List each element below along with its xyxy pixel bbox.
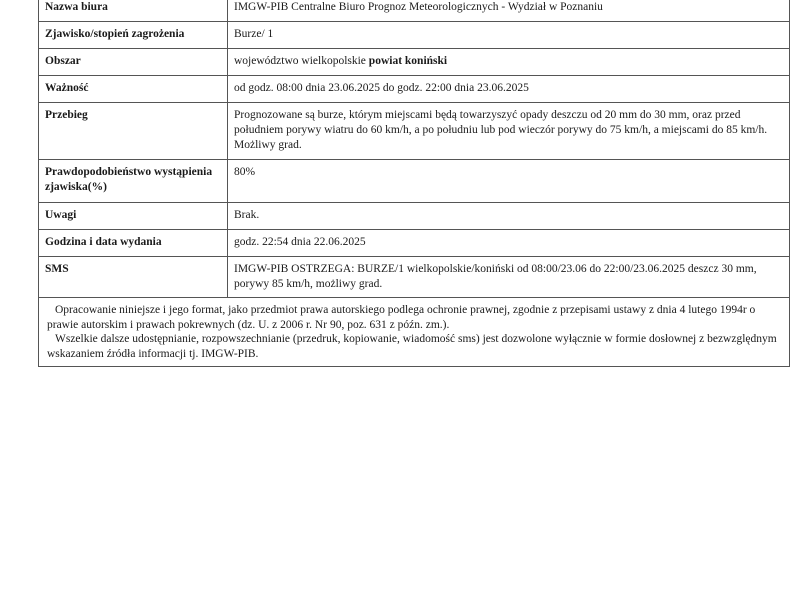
table-row-phenomenon <box>39 22 790 49</box>
row-value: od godz. 08:00 dnia 23.06.2025 do godz. 22:00 dnia 23.06.2025 <box>228 76 790 103</box>
table-row-issued <box>39 230 790 257</box>
row-label: SMS <box>39 257 228 298</box>
table-row-probability <box>39 160 790 203</box>
table-row-remarks <box>39 203 790 230</box>
area-voivodeship: województwo wielkopolskie <box>234 55 369 67</box>
row-value: IMGW-PIB Centralne Biuro Prognoz Meteorologicznych - Wydział w Poznaniu <box>228 0 790 22</box>
row-value: IMGW-PIB OSTRZEGA: BURZE/1 wielkopolskie/koniński od 08:00/23.06 do 22:00/23.06.2025 deszcz 30 mm, porywy 85 km/h, możliwy grad. <box>228 257 790 298</box>
row-label: Prawdopodobieństwo wystąpienia zjawiska(%) <box>39 160 228 203</box>
row-label: Nazwa biura <box>39 0 228 22</box>
warning-table <box>38 0 790 298</box>
table-row-sms <box>39 257 790 298</box>
row-value <box>228 49 790 76</box>
row-value: godz. 22:54 dnia 22.06.2025 <box>228 230 790 257</box>
row-value: Prognozowane są burze, którym miejscami będą towarzyszyć opady deszczu od 20 mm do 30 mm, oraz przed południem porywy wiatru do 60 km/h, a po południu lub pod wieczór porywy do 75 km/h, a miejscami do 85 km/h. Możliwy grad. <box>228 103 790 160</box>
row-label: Obszar <box>39 49 228 76</box>
row-value: Burze/ 1 <box>228 22 790 49</box>
table-row-office <box>39 0 790 22</box>
copyright-notice <box>38 298 790 367</box>
row-label: Godzina i data wydania <box>39 230 228 257</box>
table-row-area <box>39 49 790 76</box>
table-row-validity <box>39 76 790 103</box>
row-label: Przebieg <box>39 103 228 160</box>
area-county: powiat koniński <box>368 55 448 67</box>
row-label: Ważność <box>39 76 228 103</box>
sharing-paragraph: Wszelkie dalsze udostępnianie, rozpowszechnianie (przedruk, kopiowanie, wiadomość sms) jest dozwolone wyłącznie w formie dosłownej z bezwzględnym wskazaniem źródła informacji tj. IMGW-PIB. <box>47 333 777 360</box>
row-value: 80% <box>228 160 790 203</box>
row-value: Brak. <box>228 203 790 230</box>
warning-document <box>38 0 790 367</box>
row-label: Zjawisko/stopień zagrożenia <box>39 22 228 49</box>
row-label: Uwagi <box>39 203 228 230</box>
copyright-paragraph: Opracowanie niniejsze i jego format, jako przedmiot prawa autorskiego podlega ochronie prawnej, zgodnie z przepisami ustawy z dnia 4 lutego 1994r o prawie autorskim i prawach pokrewnych (dz. U. z 2006 r. Nr 90, poz. 631 z późn. zm.). <box>47 304 756 331</box>
table-row-course <box>39 103 790 160</box>
